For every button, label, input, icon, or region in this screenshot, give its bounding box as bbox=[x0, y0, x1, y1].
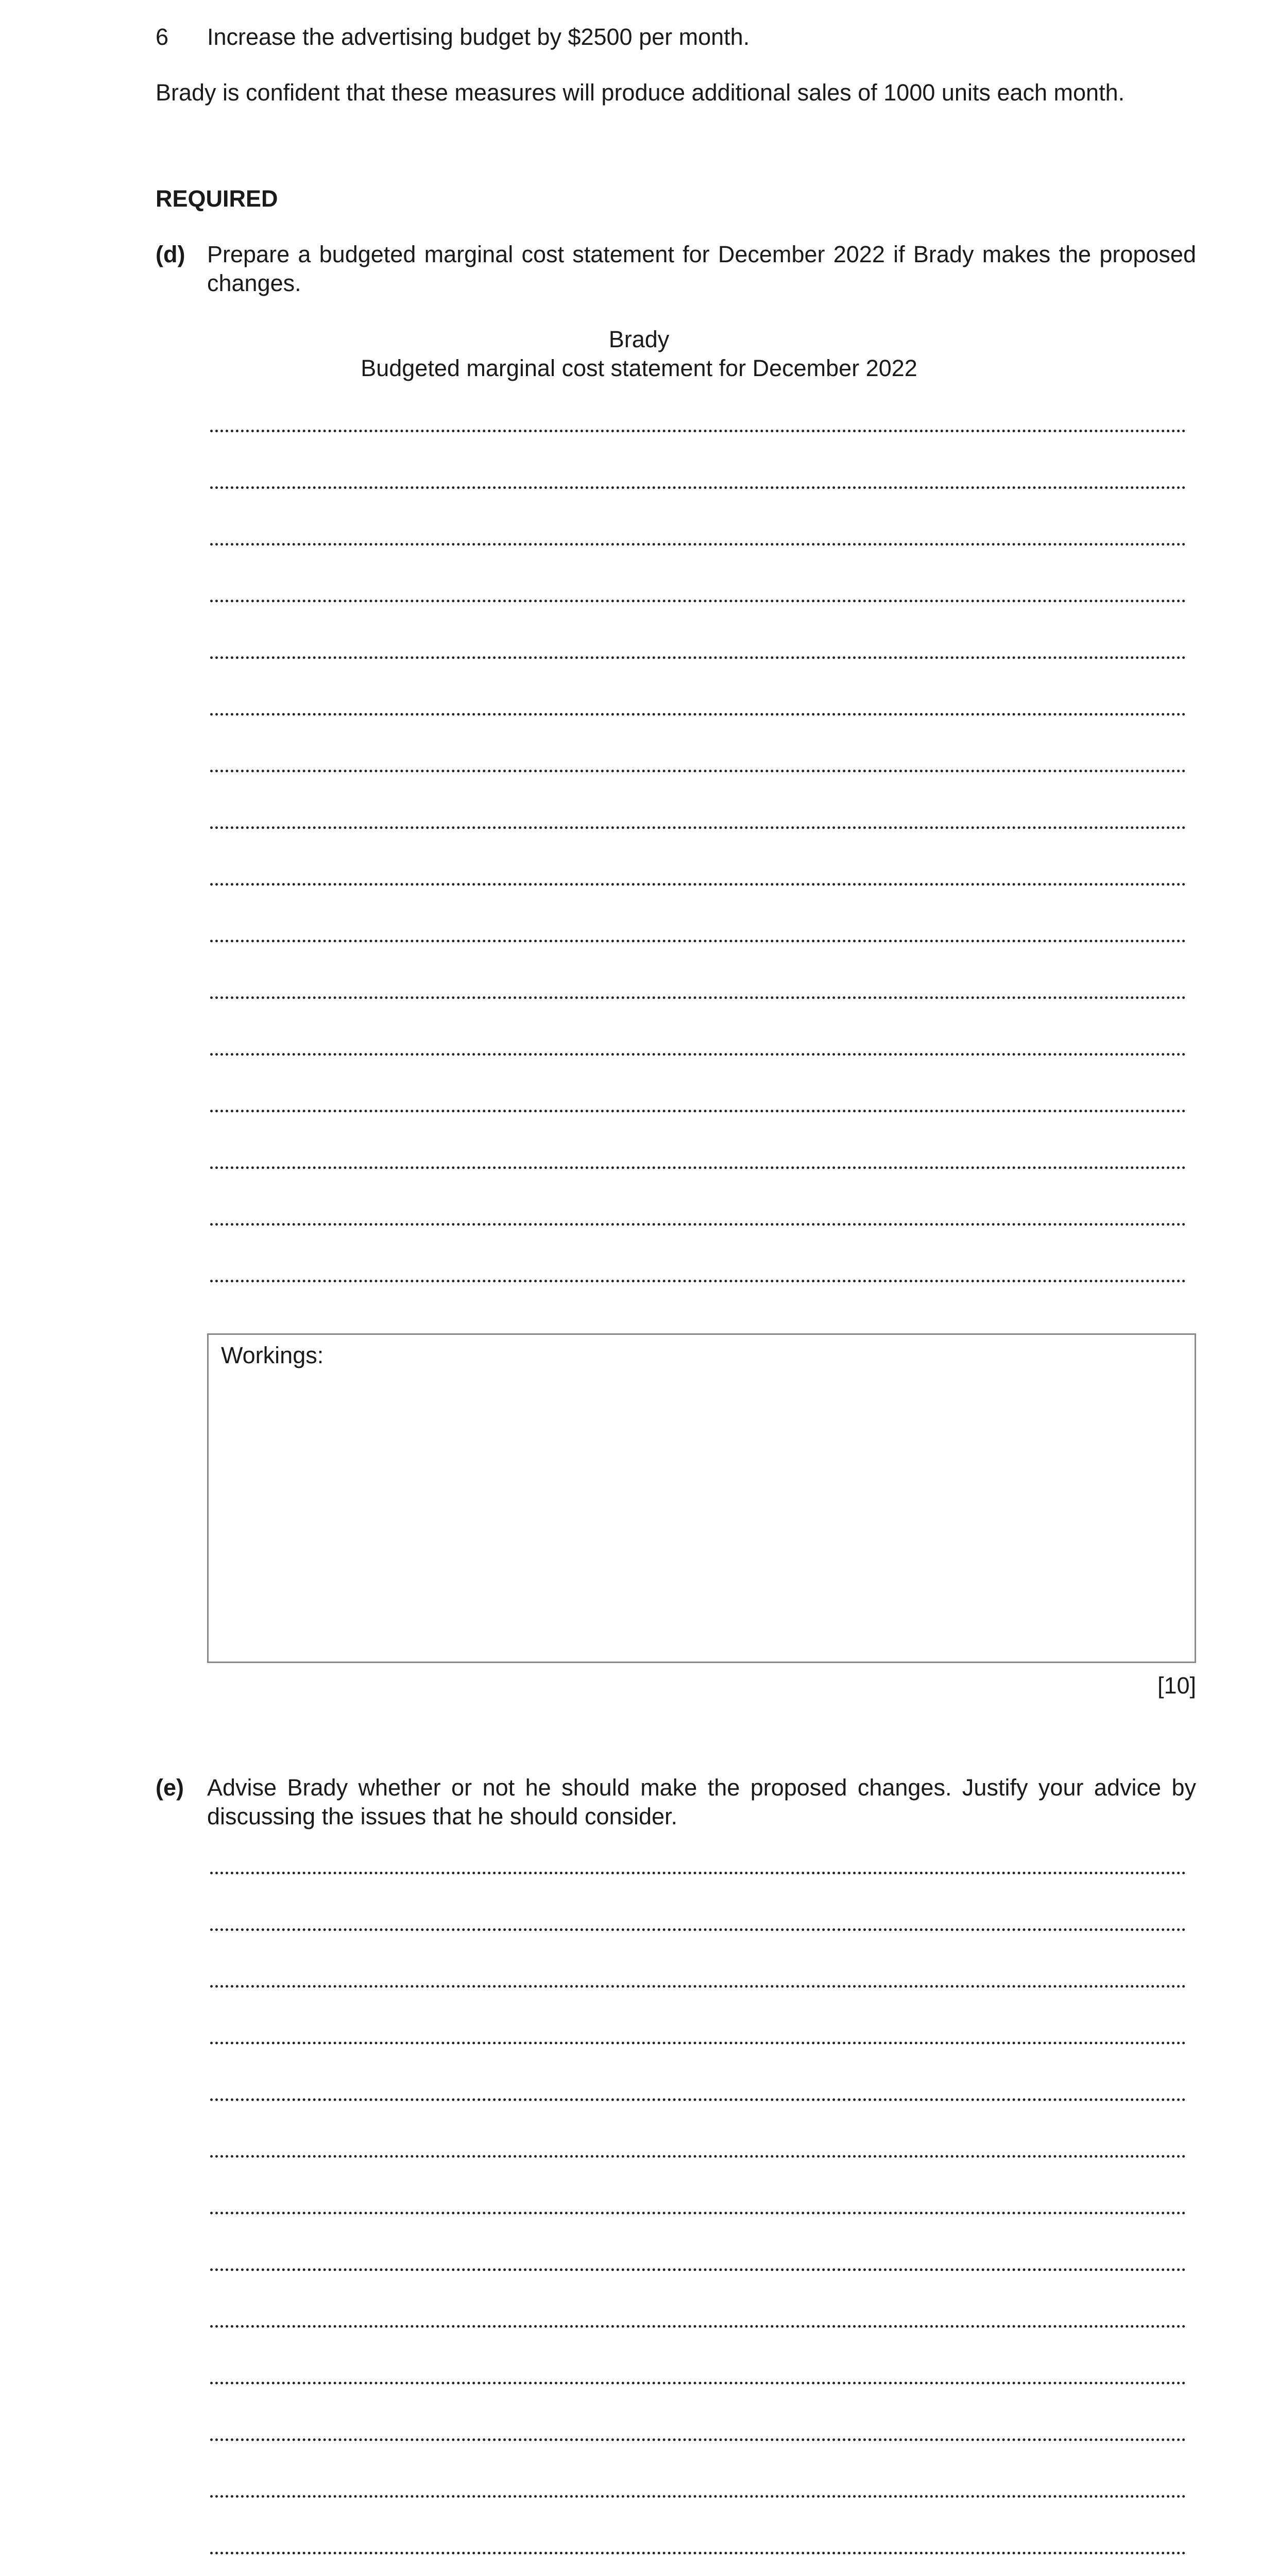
answer-line[interactable] bbox=[210, 2212, 1186, 2214]
answer-line[interactable] bbox=[210, 2098, 1186, 2101]
answer-line[interactable] bbox=[210, 770, 1186, 772]
answer-line[interactable] bbox=[210, 1985, 1186, 1988]
part-e-label: (e) bbox=[156, 1774, 184, 1801]
item-text: Increase the advertising budget by $2500 per month. bbox=[207, 24, 750, 50]
answer-line[interactable] bbox=[210, 2495, 1186, 2498]
answer-line[interactable] bbox=[210, 543, 1186, 546]
workings-label: Workings: bbox=[221, 1342, 324, 1368]
answer-line[interactable] bbox=[210, 996, 1186, 999]
answer-line[interactable] bbox=[210, 883, 1186, 886]
part-e-question: Advise Brady whether or not he should make the proposed changes. Justify your advice by discussing the issues that he should consider. bbox=[207, 1774, 1196, 1829]
answer-line[interactable] bbox=[210, 2552, 1186, 2554]
statement-title: Brady bbox=[608, 326, 670, 352]
part-d-marks: [10] bbox=[1157, 1672, 1196, 1699]
answer-line[interactable] bbox=[210, 2438, 1186, 2441]
answer-line[interactable] bbox=[210, 2042, 1186, 2044]
item-number: 6 bbox=[156, 24, 169, 50]
answer-line[interactable] bbox=[210, 430, 1186, 432]
answer-line[interactable] bbox=[210, 1053, 1186, 1056]
intro-statement: Brady is confident that these measures will produce additional sales of 1000 units each month. bbox=[156, 79, 1125, 106]
answer-line[interactable] bbox=[210, 600, 1186, 602]
answer-line[interactable] bbox=[210, 2268, 1186, 2271]
answer-line[interactable] bbox=[210, 713, 1186, 716]
part-d-question: Prepare a budgeted marginal cost statement for December 2022 if Brady makes the proposed changes. bbox=[207, 241, 1196, 296]
answer-line[interactable] bbox=[210, 486, 1186, 489]
statement-subtitle: Budgeted marginal cost statement for December 2022 bbox=[361, 355, 917, 381]
required-heading: REQUIRED bbox=[156, 185, 278, 212]
answer-line[interactable] bbox=[210, 1280, 1186, 1282]
workings-box[interactable] bbox=[207, 1333, 1196, 1663]
answer-line[interactable] bbox=[210, 1223, 1186, 1226]
answer-line[interactable] bbox=[210, 1872, 1186, 1874]
answer-line[interactable] bbox=[210, 940, 1186, 942]
answer-line[interactable] bbox=[210, 1110, 1186, 1112]
answer-line[interactable] bbox=[210, 1166, 1186, 1169]
answer-line[interactable] bbox=[210, 2155, 1186, 2158]
answer-line[interactable] bbox=[210, 1928, 1186, 1931]
part-d-label: (d) bbox=[156, 241, 185, 267]
answer-line[interactable] bbox=[210, 656, 1186, 659]
answer-line[interactable] bbox=[210, 826, 1186, 829]
answer-line[interactable] bbox=[210, 2382, 1186, 2384]
answer-line[interactable] bbox=[210, 2325, 1186, 2328]
